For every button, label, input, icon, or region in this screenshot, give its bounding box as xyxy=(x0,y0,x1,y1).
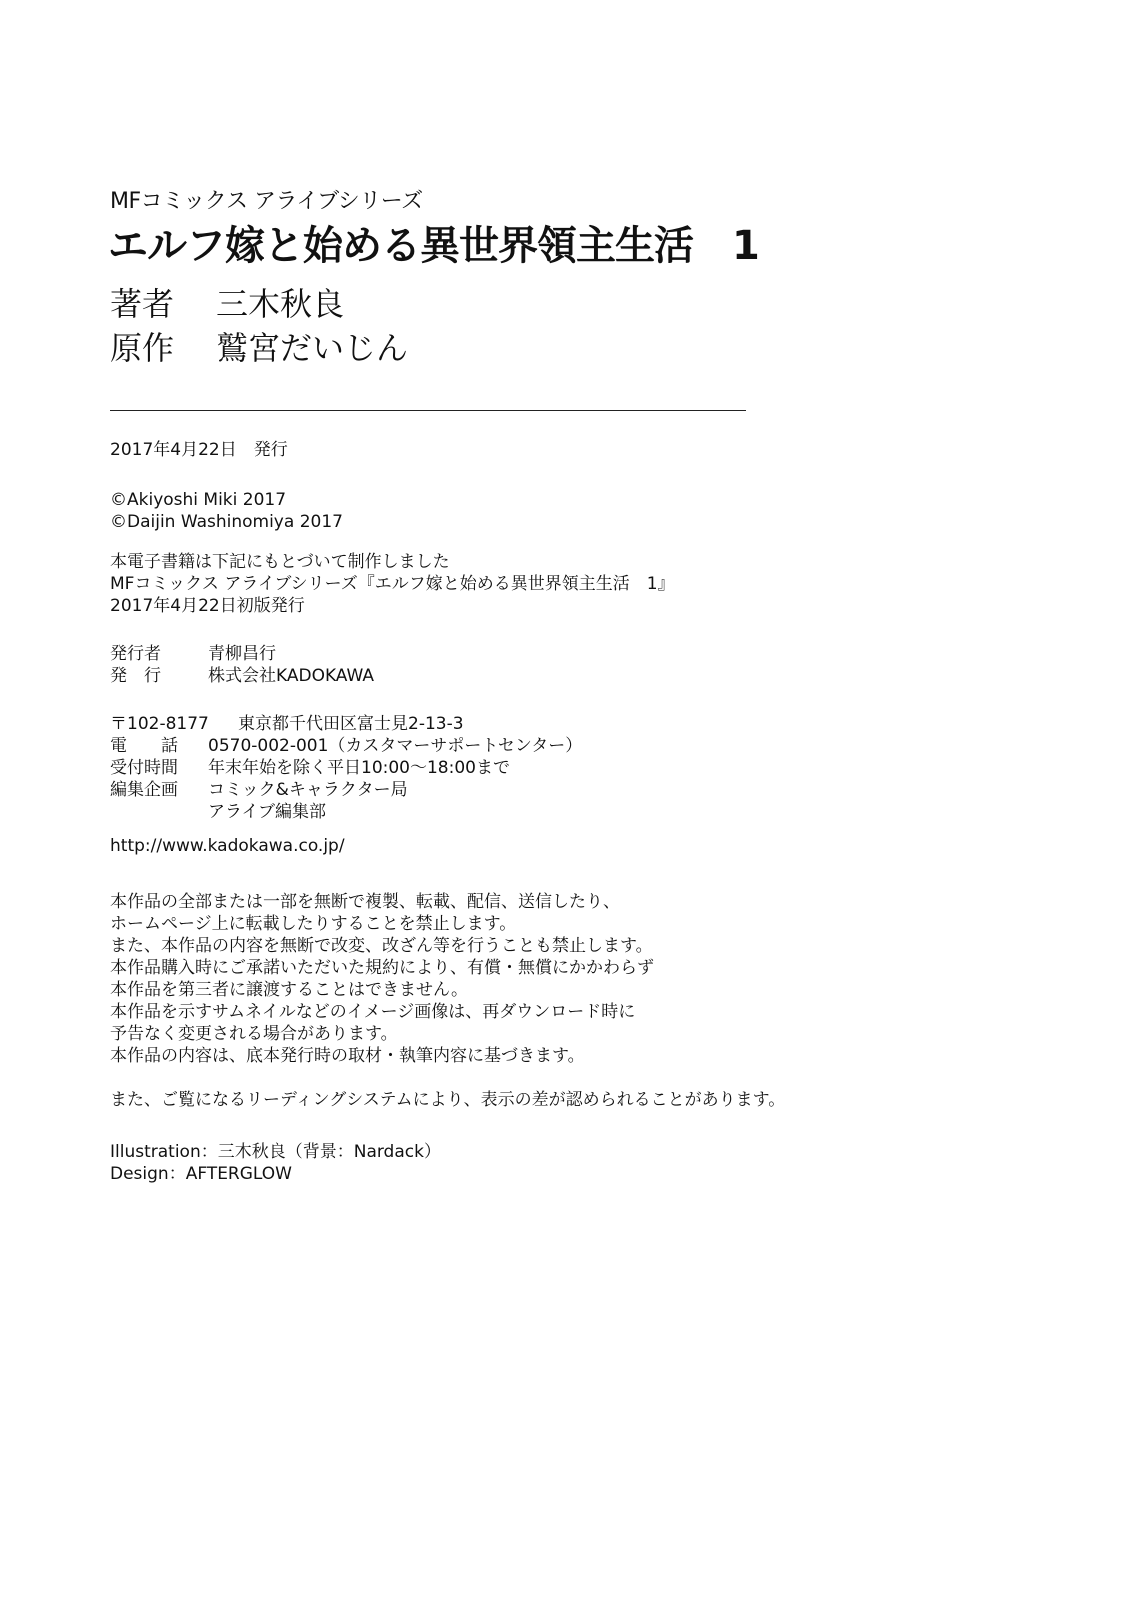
notice-line: 本作品を示すサムネイルなどのイメージ画像は、再ダウンロード時に xyxy=(110,1002,636,1022)
copyright-line: ©Akiyoshi Miki 2017 xyxy=(110,490,287,510)
copyright-line: ©Daijin Washinomiya 2017 xyxy=(110,512,343,532)
publisher-row xyxy=(110,665,1010,687)
address-label: 電 話 xyxy=(110,736,178,756)
address-value: 東京都千代田区富士見2-13-3 xyxy=(238,714,464,734)
notice-line: 予告なく変更される場合があります。 xyxy=(110,1024,398,1044)
credit-original xyxy=(110,326,1010,370)
publisher-url[interactable]: http://www.kadokawa.co.jp/ xyxy=(110,836,345,856)
address-row xyxy=(110,779,1010,801)
legal-notice xyxy=(110,891,1010,1067)
address-label xyxy=(110,801,208,823)
notice-line: 本作品の全部または一部を無断で複製、転載、配信、送信したり、 xyxy=(110,892,620,912)
notice-line: また、本作品の内容を無断で改変、改ざん等を行うことも禁止します。 xyxy=(110,936,653,956)
source-line: 2017年4月22日初版発行 xyxy=(110,596,305,616)
address-value: 年末年始を除く平日10:00～18:00まで xyxy=(208,758,510,778)
credit-name: 三木秋良 xyxy=(216,285,345,323)
address-row xyxy=(110,713,1010,735)
publisher-block xyxy=(110,643,1010,687)
staff-credits xyxy=(110,1141,1010,1185)
colophon xyxy=(110,188,1010,1185)
address-row xyxy=(110,757,1010,779)
address-value: コミック&キャラクター局 xyxy=(208,780,408,800)
credits xyxy=(110,282,1010,370)
address-label: 編集企画 xyxy=(110,780,178,800)
series-name: MFコミックス アライブシリーズ xyxy=(110,189,423,214)
publisher-label: 発行者 xyxy=(110,644,161,664)
notice-line: 本作品の内容は、底本発行時の取材・執筆内容に基づきます。 xyxy=(110,1046,585,1066)
publisher-label: 発 行 xyxy=(110,666,161,686)
publication-date: 2017年4月22日 発行 xyxy=(110,440,288,460)
source-note xyxy=(110,551,1010,617)
address-label: 〒102-8177 xyxy=(110,714,209,734)
book-title: エルフ嫁と始める異世界領主生活 1 xyxy=(108,223,759,269)
publisher-value: 青柳昌行 xyxy=(208,644,276,664)
copyright-block xyxy=(110,489,1010,533)
notice-line: 本作品を第三者に譲渡することはできません。 xyxy=(110,980,469,1000)
credit-role: 著者 xyxy=(110,285,175,323)
credit-role: 原作 xyxy=(110,329,175,367)
address-row xyxy=(110,735,1010,757)
publisher-value: 株式会社KADOKAWA xyxy=(208,666,375,686)
address-value: 0570-002-001（カスタマーサポートセンター） xyxy=(208,736,583,756)
address-row xyxy=(110,801,1010,823)
credit-name: 鷲宮だいじん xyxy=(216,329,409,367)
reading-system-note: また、ご覧になるリーディングシステムにより、表示の差が認められることがあります。 xyxy=(110,1090,786,1110)
source-line: MFコミックス アライブシリーズ『エルフ嫁と始める異世界領主生活 1』 xyxy=(110,574,675,594)
credit-author xyxy=(110,282,1010,326)
address-label: 受付時間 xyxy=(110,758,178,778)
staff-line: Illustration：三木秋良（背景：Nardack） xyxy=(110,1142,441,1162)
publisher-row xyxy=(110,643,1010,665)
source-line: 本電子書籍は下記にもとづいて制作しました xyxy=(110,552,450,572)
address-block xyxy=(110,713,1010,823)
staff-line: Design：AFTERGLOW xyxy=(110,1164,292,1184)
notice-line: 本作品購入時にご承諾いただいた規約により、有償・無償にかかわらず xyxy=(110,958,654,978)
divider xyxy=(110,410,746,411)
notice-line: ホームページ上に転載したりすることを禁止します。 xyxy=(110,914,517,934)
address-value: アライブ編集部 xyxy=(208,802,326,822)
